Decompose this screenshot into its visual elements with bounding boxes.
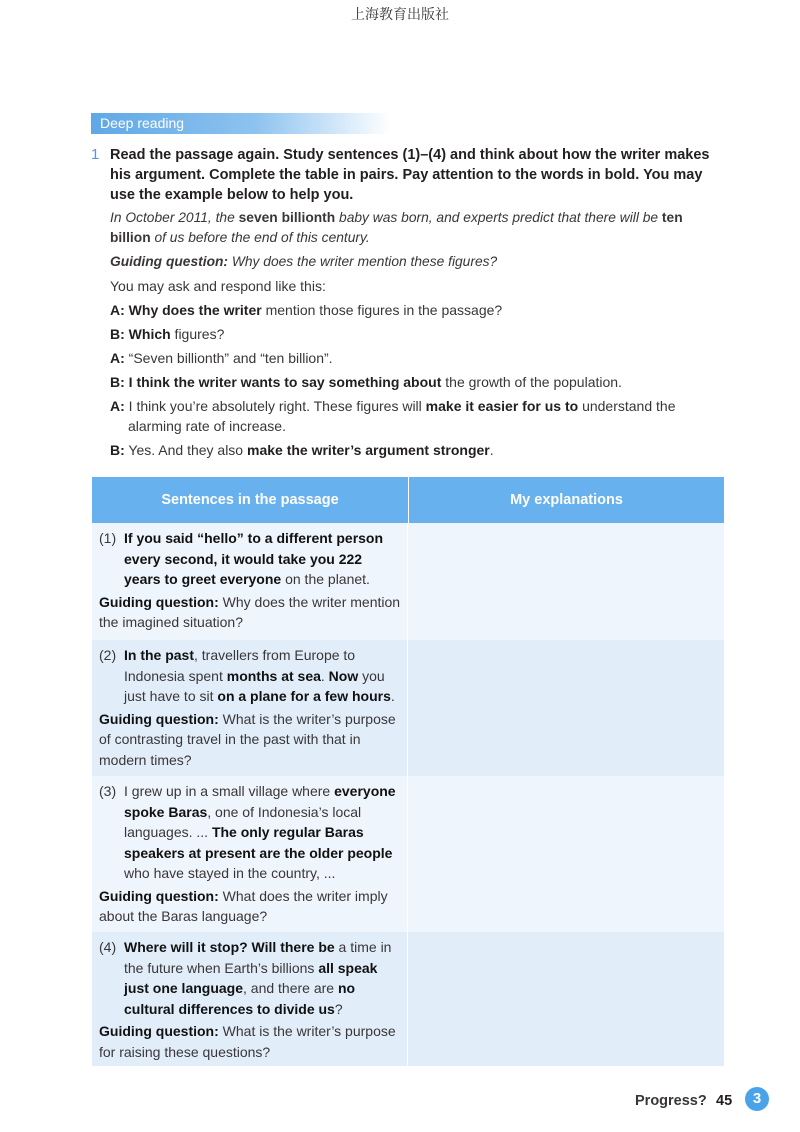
dialogue-line: B: I think the writer wants to say something about the growth of the population.	[110, 374, 622, 390]
sentence-number: (3)	[99, 783, 117, 799]
sentence-number: (4)	[99, 939, 117, 955]
header-explanations: My explanations	[510, 492, 623, 508]
dialogue-lead-in: You may ask and respond like this:	[110, 278, 326, 294]
explanation-cell[interactable]	[408, 523, 724, 640]
sentence-cell	[92, 932, 408, 1066]
sentence-text: (4) Where will it stop? Will there be a time in the future when Earth’s billions all speak just one language, and there are no cultural differences to divide us?	[99, 939, 392, 1017]
dialogue-line: A: I think you’re absolutely right. These figures will make it easier for us to understand the alarming rate of increase.	[110, 398, 676, 434]
explanation-cell[interactable]	[408, 776, 724, 932]
sentence-text: (3) I grew up in a small village where everyone spoke Baras, one of Indonesia’s local languages. ... The only regular Baras speakers at present are the older people who have stayed in the country, ...	[99, 783, 396, 881]
sentence-cell	[92, 640, 408, 776]
dialogue-line: B: Which figures?	[110, 326, 225, 342]
sentence-number: (1)	[99, 530, 117, 546]
task-block	[110, 145, 725, 464]
guiding-question: Guiding question: Why does the writer mention the imagined situation?	[99, 593, 401, 630]
sentence-text: (1) If you said “hello” to a different person every second, it would take you 222 years to greet everyone on the planet.	[99, 530, 384, 587]
table-row	[92, 932, 724, 1066]
table-header-row	[92, 477, 724, 523]
task-instruction: Read the passage again. Study sentences (1)–(4) and think about how the writer makes his argument. Complete the table in pairs. Pay attention to the words in bold. You may use the example below to help you.	[110, 147, 710, 203]
example-sentence: In October 2011, the seven billionth baby was born, and experts predict that there will be ten billion of us before the end of this century.	[110, 210, 683, 245]
example-guiding-question: Guiding question: Why does the writer mention these figures?	[110, 254, 498, 269]
header-sentences: Sentences in the passage	[92, 477, 409, 523]
guiding-question: Guiding question: What does the writer imply about the Baras language?	[99, 887, 388, 924]
explanations-table	[92, 477, 724, 1066]
explanation-cell[interactable]	[408, 640, 724, 776]
unit-badge: 3	[745, 1087, 769, 1111]
guiding-question: Guiding question: What is the writer’s purpose for raising these questions?	[99, 1023, 396, 1060]
page-number: 45	[716, 1093, 733, 1109]
dialogue-line: A: “Seven billionth” and “ten billion”.	[110, 350, 333, 366]
publisher-header: 上海教育出版社	[351, 7, 449, 23]
table-row	[92, 776, 724, 932]
sentence-cell	[92, 776, 408, 932]
task-number: 1	[91, 146, 100, 163]
table-row	[92, 523, 724, 640]
dialogue-line: B: Yes. And they also make the writer’s argument stronger.	[110, 442, 494, 458]
explanation-cell[interactable]	[408, 932, 724, 1066]
sentence-number: (2)	[99, 647, 117, 663]
dialogue-line: A: Why does the writer mention those figures in the passage?	[110, 302, 503, 318]
sentence-cell	[92, 523, 408, 640]
sentence-text: (2) In the past, travellers from Europe to Indonesia spent months at sea. Now you just have to sit on a plane for a few hours.	[99, 647, 395, 704]
table-row	[92, 640, 724, 776]
section-title-bar: Deep reading	[91, 113, 391, 134]
guiding-question: Guiding question: What is the writer’s purpose of contrasting travel in the past with that in modern times?	[99, 710, 396, 768]
progress-label: Progress?	[635, 1093, 707, 1109]
